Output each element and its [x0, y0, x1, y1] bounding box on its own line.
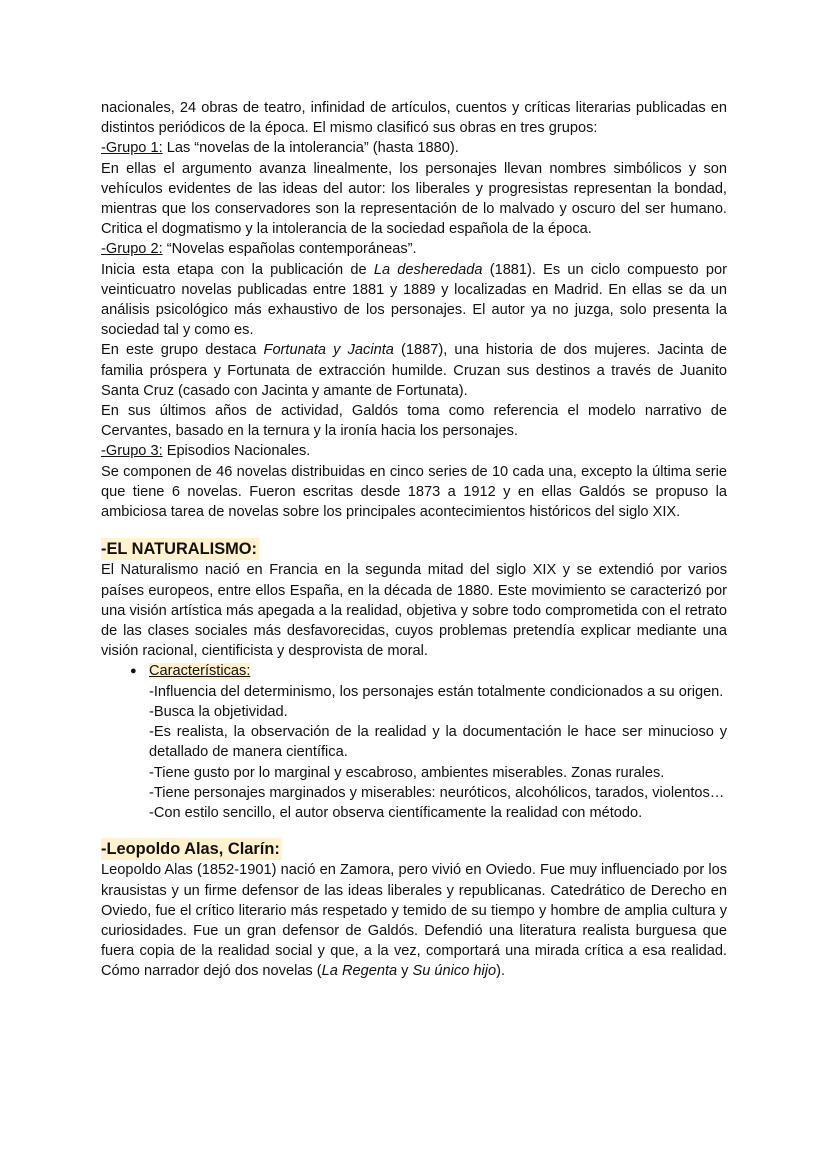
grupo-2-label: -Grupo 2:: [101, 241, 163, 258]
grupo-2-paragraph-1: [101, 260, 727, 341]
text-run: En este grupo destaca: [101, 342, 264, 359]
list-item: -Con estilo sencillo, el autor observa científicamente la realidad con método.: [149, 804, 643, 821]
grupo-3-label: -Grupo 3:: [101, 443, 163, 460]
grupo-1-body: En ellas el argumento avanza linealmente, los personajes llevan nombres simbólicos y son vehículos evidentes de las ideas del autor: los liberales y progresistas representan la bondad, mientras que los conservadores son la representación de lo malvado y oscuro del ser humano. Critica el dogmatismo y la intolerancia de la sociedad española de la época.: [101, 160, 727, 238]
grupo-1-label: -Grupo 1:: [101, 140, 163, 157]
grupo-3-line: [101, 441, 727, 461]
title-la-desheredada: La desheredada: [373, 261, 483, 278]
grupo-2-paragraph-2: [101, 340, 727, 401]
grupo-2-line: [101, 239, 727, 259]
title-la-regenta: La Regenta: [321, 963, 398, 980]
caracteristicas-label: Características:: [149, 663, 251, 680]
bullet-icon: ●: [130, 665, 137, 678]
clarin-heading: -Leopoldo Alas, Clarín:: [101, 840, 280, 859]
caracteristicas-list: [101, 682, 727, 823]
intro-paragraph: nacionales, 24 obras de teatro, infinidad de artículos, cuentos y críticas literarias publicadas en distintos periódicos de la época. El mismo clasificó sus obras en tres grupos:: [101, 100, 727, 137]
text-run: (1881). Es un ciclo compuesto por veinticuatro novelas publicadas entre 1881 y 1889 y localizadas en Madrid. En ellas se da un análisis psicológico más exhaustivo de los personajes. El autor ya no juzga, solo presenta la sociedad tal y como es.: [101, 261, 727, 339]
grupo-2-title: “Novelas españolas contemporáneas”.: [162, 241, 417, 258]
document-page: [101, 98, 727, 982]
text-run: (1887), una historia de dos mujeres. Jacinta de familia próspera y Fortunata de extracción humilde. Cruzan sus destinos a través de Juanito Santa Cruz (casado con Jacinta y amante de Fortunata).: [101, 342, 727, 399]
list-item: -Es realista, la observación de la realidad y la documentación le hace ser minucioso y detallado de manera científica.: [149, 724, 727, 761]
list-item: -Busca la objetividad.: [149, 703, 288, 720]
naturalismo-heading: -EL NATURALISMO:: [101, 540, 257, 559]
text-run: Leopoldo Alas (1852-1901) nació en Zamora, pero vivió en Oviedo. Fue muy influenciado por los krausistas y un firme defensor de las ideas liberales y republicanas. Catedrático de Derecho en Oviedo, fue el crítico literario más respetado y temido de su tiempo y hombre de amplia cultura y curiosidades. Fue un gran defensor de Galdós. Defendió una literatura realista burguesa que fuera copia de la realidad social y que, a la vez, comportará una mirada crítica a esa realidad. Cómo narrador dejó dos novelas (: [101, 862, 727, 980]
text-run: y: [397, 963, 413, 980]
text-run: Inicia esta etapa con la publicación de: [101, 261, 374, 278]
grupo-1-title: Las “novelas de la intolerancia” (hasta 1880).: [162, 140, 459, 157]
grupo-2-paragraph-3: En sus últimos años de actividad, Galdós toma como referencia el modelo narrativo de Cervantes, basado en la ternura y la ironía hacia los personajes.: [101, 403, 727, 440]
clarin-body: [101, 860, 727, 981]
text-run: ).: [496, 963, 506, 980]
title-su-unico-hijo: Su único hijo: [412, 963, 497, 980]
list-item: -Influencia del determinismo, los personajes están totalmente condicionados a su origen.: [149, 683, 724, 700]
list-item: -Tiene personajes marginados y miserables: neuróticos, alcohólicos, tarados, violentos…: [149, 784, 725, 801]
grupo-3-body: Se componen de 46 novelas distribuidas en cinco series de 10 cada una, excepto la última serie que tiene 6 novelas. Fueron escritas desde 1873 a 1912 y en ellas Galdós se propuso la ambiciosa tarea de novelas sobre los principales acontecimientos históricos del siglo XIX.: [101, 463, 727, 521]
grupo-1-line: [101, 138, 727, 158]
caracteristicas-bullet: [101, 661, 727, 681]
list-item: -Tiene gusto por lo marginal y escabroso, ambientes miserables. Zonas rurales.: [149, 764, 665, 781]
title-fortunata-y-jacinta: Fortunata y Jacinta: [263, 342, 394, 359]
grupo-3-title: Episodios Nacionales.: [162, 443, 311, 460]
naturalismo-body: El Naturalismo nació en Francia en la segunda mitad del siglo XIX y se extendió por varios países europeos, entre ellos España, en la década de 1880. Este movimiento se caracterizó por una visión artística más apegada a la realidad, objetiva y sobre todo comprometida con el retrato de las clases sociales más desfavorecidas, cuyos problemas pretendía explicar mediante una visión racional, cientificista y desprovista de moral.: [101, 562, 727, 660]
